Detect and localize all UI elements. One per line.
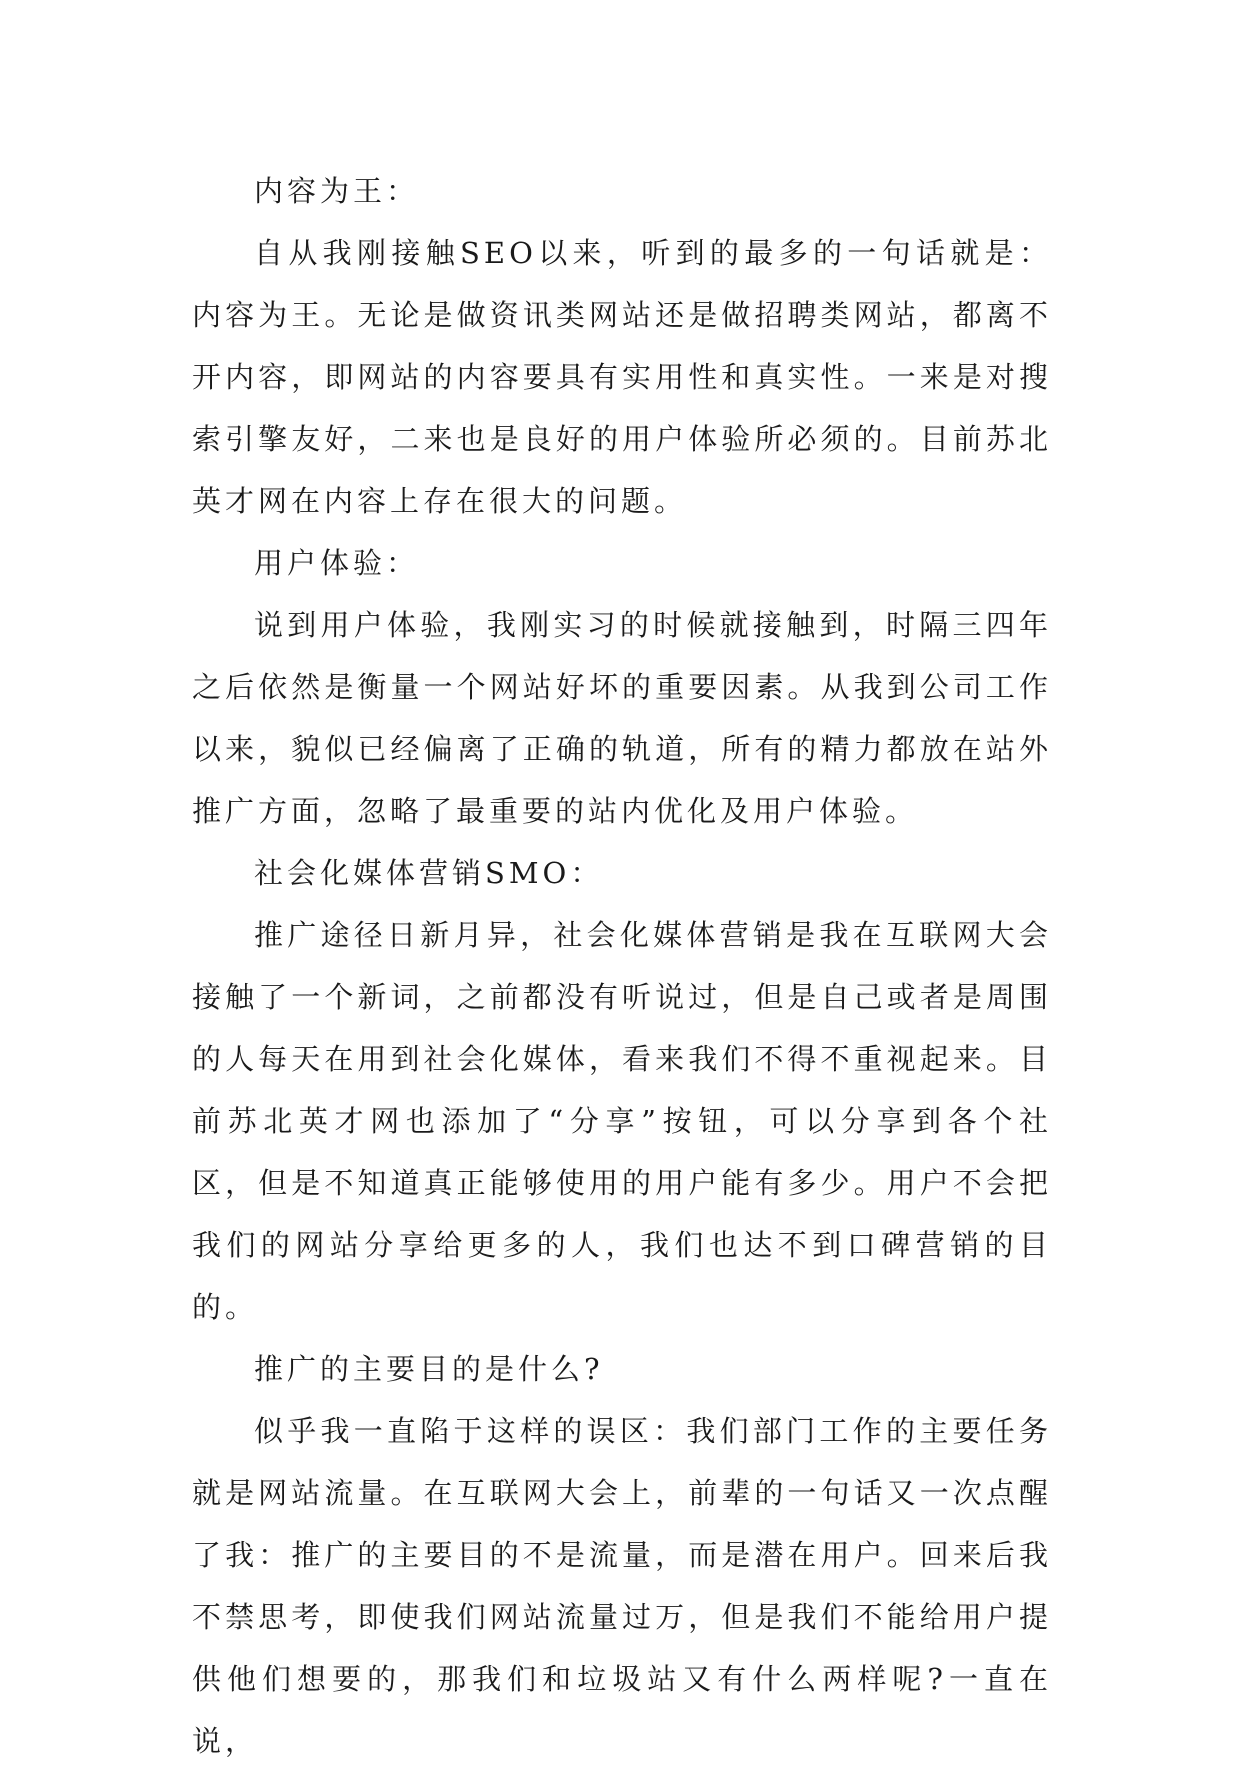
heading-user-experience: 用户体验： xyxy=(254,546,420,580)
paragraph-promotion-goal: 似乎我一直陷于这样的误区：我们部门工作的主要任务就是网站流量。在互联网大会上，前辈的一句话又一次点醒了我：推广的主要目的不是流量，而是潜在用户。回来后我不禁思考，即使我们网站流量过万，但是我们不能给用户提供他们想要的，那我们和垃圾站又有什么两样呢?一直在说， xyxy=(192,1414,1052,1758)
paragraph-user-experience: 说到用户体验，我刚实习的时候就接触到，时隔三四年之后依然是衡量一个网站好坏的重要因素。从我到公司工作以来，貌似已经偏离了正确的轨道，所有的精力都放在站外推广方面，忽略了最重要的站内优化及用户体验。 xyxy=(192,608,1052,828)
paragraph-content-is-king: 自从我刚接触SEO以来，听到的最多的一句话就是：内容为王。无论是做资讯类网站还是做招聘类网站，都离不开内容，即网站的内容要具有实用性和真实性。一来是对搜索引擎友好，二来也是良好的用户体验所必须的。目前苏北英才网在内容上存在很大的问题。 xyxy=(192,236,1052,518)
heading-content-is-king: 内容为王： xyxy=(254,174,420,208)
document-body xyxy=(192,160,1052,1772)
heading-promotion-goal: 推广的主要目的是什么? xyxy=(254,1352,604,1386)
paragraph-smo: 推广途径日新月异，社会化媒体营销是我在互联网大会接触了一个新词，之前都没有听说过，但是自己或者是周围的人每天在用到社会化媒体，看来我们不得不重视起来。目前苏北英才网也添加了“分享”按钮，可以分享到各个社区，但是不知道真正能够使用的用户能有多少。用户不会把我们的网站分享给更多的人，我们也达不到口碑营销的目的。 xyxy=(192,918,1052,1324)
heading-smo: 社会化媒体营销SMO： xyxy=(254,856,604,890)
